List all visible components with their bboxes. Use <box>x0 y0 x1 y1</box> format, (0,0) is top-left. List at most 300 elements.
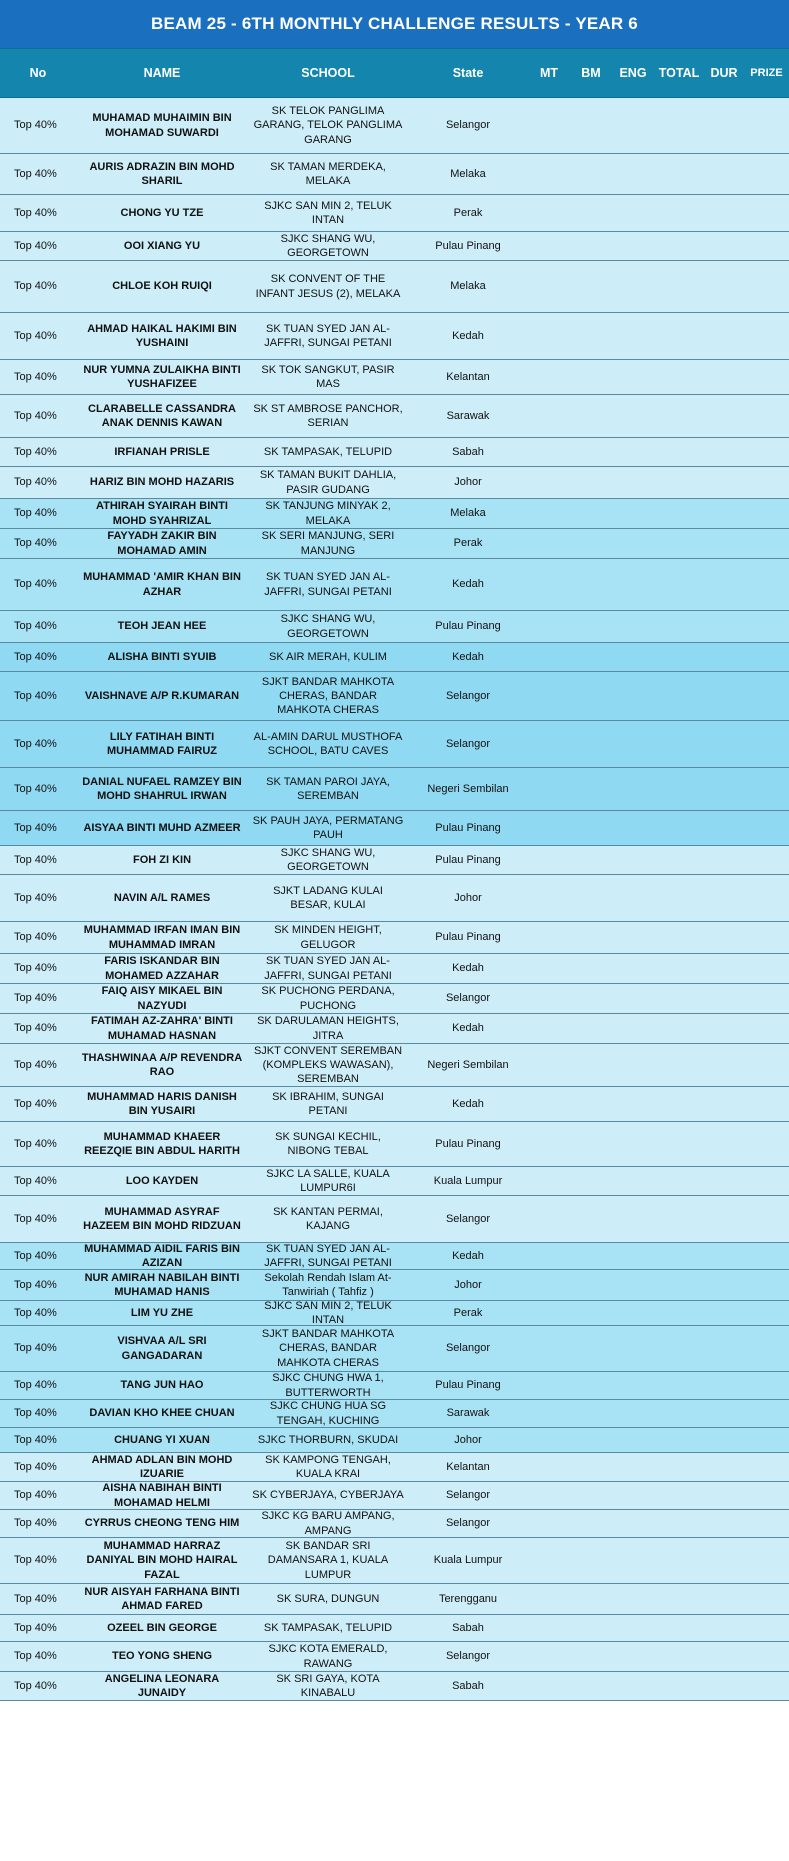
cell-mt <box>528 499 570 528</box>
cell-mt <box>528 768 570 810</box>
table-row <box>0 261 789 313</box>
cell-name: TEO YONG SHENG <box>111 1650 213 1663</box>
cell-dur <box>704 1243 744 1269</box>
cell-name: NUR AISYAH FARHANA BINTI AHMAD FARED <box>84 1585 240 1612</box>
table-row <box>0 1372 789 1400</box>
cell-no: Top 40% <box>14 1379 57 1392</box>
table-row <box>0 768 789 811</box>
cell-state: Selangor <box>445 1212 491 1225</box>
cell-bm <box>570 232 612 260</box>
cell-dur <box>704 1453 744 1481</box>
cell-mt <box>528 811 570 845</box>
cell-no: Top 40% <box>14 1460 57 1473</box>
cell-eng <box>612 499 654 528</box>
cell-mt <box>528 672 570 720</box>
cell-dur <box>704 811 744 845</box>
cell-bm <box>570 768 612 810</box>
cell-bm <box>570 672 612 720</box>
cell-name: AHMAD ADLAN BIN MOHD IZUARIE <box>91 1453 233 1480</box>
cell-no: Top 40% <box>14 1342 57 1355</box>
table-row <box>0 1122 789 1167</box>
cell-bm <box>570 154 612 194</box>
cell-school: SK CYBERJAYA, CYBERJAYA <box>252 1489 404 1502</box>
cell-eng <box>612 395 654 437</box>
cell-bm <box>570 313 612 359</box>
cell-school: SK TUAN SYED JAN AL-JAFFRI, SUNGAI PETANI <box>264 322 392 349</box>
cell-prize <box>744 1615 789 1641</box>
cell-total <box>654 395 704 437</box>
cell-total <box>654 1482 704 1509</box>
cell-eng <box>612 195 654 231</box>
cell-name: LOO KAYDEN <box>125 1174 199 1187</box>
cell-dur <box>704 1615 744 1641</box>
cell-total <box>654 98 704 153</box>
cell-name: OOI XIANG YU <box>123 239 201 252</box>
cell-total <box>654 1044 704 1086</box>
cell-school: SJKC KG BARU AMPANG, AMPANG <box>261 1510 395 1537</box>
cell-no: Top 40% <box>14 1489 57 1502</box>
cell-total <box>654 232 704 260</box>
cell-prize <box>744 1044 789 1086</box>
cell-prize <box>744 1538 789 1583</box>
cell-name: FATIMAH AZ-ZAHRA' BINTI MUHAMAD HASNAN <box>91 1015 233 1042</box>
cell-dur <box>704 261 744 312</box>
cell-no: Top 40% <box>14 782 57 795</box>
cell-mt <box>528 1510 570 1537</box>
cell-eng <box>612 643 654 671</box>
cell-total <box>654 721 704 767</box>
cell-total <box>654 559 704 610</box>
cell-state: Terengganu <box>438 1592 498 1605</box>
cell-mt <box>528 1428 570 1452</box>
cell-dur <box>704 611 744 642</box>
cell-bm <box>570 1301 612 1325</box>
cell-prize <box>744 768 789 810</box>
cell-dur <box>704 1372 744 1399</box>
cell-total <box>654 154 704 194</box>
cell-no: Top 40% <box>14 206 57 219</box>
cell-state: Sabah <box>452 1621 484 1634</box>
cell-name: DANIAL NUFAEL RAMZEY BIN MOHD SHAHRUL IRWAN <box>82 775 242 802</box>
cell-bm <box>570 529 612 558</box>
cell-prize <box>744 559 789 610</box>
cell-total <box>654 643 704 671</box>
cell-state: Selangor <box>445 1489 491 1502</box>
cell-prize <box>744 1672 789 1700</box>
cell-prize <box>744 1510 789 1537</box>
cell-dur <box>704 154 744 194</box>
table-row <box>0 1428 789 1453</box>
cell-prize <box>744 1270 789 1300</box>
cell-no: Top 40% <box>14 1592 57 1605</box>
cell-total <box>654 1167 704 1195</box>
cell-dur <box>704 395 744 437</box>
cell-name: LIM YU ZHE <box>130 1306 194 1319</box>
cell-prize <box>744 1196 789 1242</box>
cell-school: SK TAMAN PAROI JAYA, SEREMBAN <box>266 775 390 802</box>
cell-mt <box>528 1482 570 1509</box>
cell-dur <box>704 232 744 260</box>
cell-state: Negeri Sembilan <box>427 782 509 795</box>
cell-total <box>654 1014 704 1043</box>
cell-eng <box>612 1615 654 1641</box>
cell-prize <box>744 1014 789 1043</box>
cell-dur <box>704 1326 744 1371</box>
table-row <box>0 467 789 499</box>
cell-dur <box>704 360 744 394</box>
cell-total <box>654 1428 704 1452</box>
cell-total <box>654 984 704 1013</box>
cell-state: Sabah <box>452 445 484 458</box>
cell-no: Top 40% <box>14 1517 57 1530</box>
cell-state: Selangor <box>445 1650 491 1663</box>
cell-no: Top 40% <box>14 737 57 750</box>
cell-eng <box>612 1167 654 1195</box>
table-row <box>0 1243 789 1270</box>
cell-total <box>654 768 704 810</box>
cell-no: Top 40% <box>14 992 57 1005</box>
table-row <box>0 1014 789 1044</box>
cell-mt <box>528 1615 570 1641</box>
cell-school: SK KANTAN PERMAI, KAJANG <box>273 1205 383 1232</box>
cell-eng <box>612 1372 654 1399</box>
cell-bm <box>570 360 612 394</box>
cell-prize <box>744 811 789 845</box>
cell-prize <box>744 98 789 153</box>
cell-no: Top 40% <box>14 821 57 834</box>
cell-school: SJKC SHANG WU, GEORGETOWN <box>280 613 376 640</box>
cell-eng <box>612 672 654 720</box>
table-row <box>0 232 789 261</box>
cell-mt <box>528 922 570 953</box>
cell-bm <box>570 1584 612 1614</box>
cell-mt <box>528 954 570 983</box>
cell-mt <box>528 1270 570 1300</box>
cell-no: Top 40% <box>14 620 57 633</box>
cell-school: SK TELOK PANGLIMA GARANG, TELOK PANGLIMA GARANG <box>253 105 403 146</box>
cell-bm <box>570 1672 612 1700</box>
cell-state: Selangor <box>445 119 491 132</box>
cell-state: Johor <box>454 1278 482 1291</box>
cell-state: Pulau Pinang <box>435 1379 501 1392</box>
cell-no: Top 40% <box>14 1249 57 1262</box>
cell-state: Melaka <box>450 280 486 293</box>
cell-total <box>654 467 704 498</box>
cell-school: SK BANDAR SRI DAMANSARA 1, KUALA LUMPUR <box>267 1540 389 1581</box>
cell-eng <box>612 467 654 498</box>
cell-name: FAIQ AISY MIKAEL BIN NAZYUDI <box>101 985 223 1012</box>
cell-name: TEOH JEAN HEE <box>117 620 207 633</box>
cell-eng <box>612 154 654 194</box>
cell-prize <box>744 1326 789 1371</box>
cell-prize <box>744 395 789 437</box>
table-header <box>0 48 789 98</box>
cell-no: Top 40% <box>14 1137 57 1150</box>
cell-school: SK TANJUNG MINYAK 2, MELAKA <box>265 500 391 527</box>
cell-name: AHMAD HAIKAL HAKIMI BIN YUSHAINI <box>87 322 237 349</box>
cell-name: MUHAMMAD 'AMIR KHAN BIN AZHAR <box>83 571 241 598</box>
cell-mt <box>528 1372 570 1399</box>
cell-prize <box>744 1400 789 1427</box>
cell-no: Top 40% <box>14 537 57 550</box>
cell-dur <box>704 1167 744 1195</box>
cell-state: Pulau Pinang <box>435 620 501 633</box>
cell-mt <box>528 195 570 231</box>
cell-school: SJKC SAN MIN 2, TELUK INTAN <box>264 199 392 226</box>
cell-no: Top 40% <box>14 167 57 180</box>
cell-bm <box>570 1482 612 1509</box>
cell-no: Top 40% <box>14 1212 57 1225</box>
cell-school: SJKC KOTA EMERALD, RAWANG <box>268 1643 388 1670</box>
cell-no: Top 40% <box>14 1679 57 1692</box>
cell-total <box>654 1122 704 1166</box>
cell-mt <box>528 721 570 767</box>
cell-total <box>654 1087 704 1121</box>
cell-eng <box>612 1672 654 1700</box>
cell-eng <box>612 360 654 394</box>
cell-school: SJKC THORBURN, SKUDAI <box>257 1433 399 1446</box>
cell-school: SK TOK SANGKUT, PASIR MAS <box>261 363 395 390</box>
cell-mt <box>528 1326 570 1371</box>
cell-bm <box>570 467 612 498</box>
cell-prize <box>744 1584 789 1614</box>
header-no: No <box>29 66 47 80</box>
cell-bm <box>570 1615 612 1641</box>
table-row <box>0 98 789 154</box>
table-row <box>0 559 789 611</box>
table-row <box>0 154 789 195</box>
cell-eng <box>612 1482 654 1509</box>
cell-no: Top 40% <box>14 370 57 383</box>
cell-dur <box>704 467 744 498</box>
cell-dur <box>704 1538 744 1583</box>
cell-name: CHONG YU TZE <box>120 206 204 219</box>
cell-name: HARIZ BIN MOHD HAZARIS <box>89 476 235 489</box>
cell-bm <box>570 438 612 466</box>
cell-mt <box>528 1453 570 1481</box>
table-row <box>0 1510 789 1538</box>
cell-dur <box>704 98 744 153</box>
table-row <box>0 672 789 721</box>
cell-no: Top 40% <box>14 1278 57 1291</box>
cell-name: MUHAMMAD AIDIL FARIS BIN AZIZAN <box>84 1242 240 1269</box>
cell-total <box>654 360 704 394</box>
cell-school: SK TUAN SYED JAN AL-JAFFRI, SUNGAI PETANI <box>264 1242 392 1269</box>
cell-dur <box>704 922 744 953</box>
cell-prize <box>744 1167 789 1195</box>
cell-no: Top 40% <box>14 1174 57 1187</box>
cell-prize <box>744 1642 789 1671</box>
cell-no: Top 40% <box>14 1650 57 1663</box>
cell-name: LILY FATIHAH BINTI MUHAMMAD FAIRUZ <box>107 730 217 757</box>
cell-bm <box>570 611 612 642</box>
cell-school: SK TAMPASAK, TELUPID <box>263 445 393 458</box>
cell-mt <box>528 643 570 671</box>
cell-school: SK TAMAN BUKIT DAHLIA, PASIR GUDANG <box>259 469 397 496</box>
cell-prize <box>744 467 789 498</box>
cell-state: Sarawak <box>446 1407 490 1420</box>
cell-eng <box>612 922 654 953</box>
cell-school: SK TUAN SYED JAN AL-JAFFRI, SUNGAI PETANI <box>264 571 392 598</box>
cell-eng <box>612 1014 654 1043</box>
cell-state: Kedah <box>452 578 484 591</box>
cell-name: THASHWINAA A/P REVENDRA RAO <box>81 1051 243 1078</box>
cell-dur <box>704 499 744 528</box>
cell-dur <box>704 1510 744 1537</box>
table-row <box>0 499 789 529</box>
cell-bm <box>570 1196 612 1242</box>
cell-name: OZEEL BIN GEORGE <box>107 1621 217 1634</box>
cell-mt <box>528 1196 570 1242</box>
cell-total <box>654 1301 704 1325</box>
cell-name: ALISHA BINTI SYUIB <box>107 650 217 663</box>
cell-state: Kelantan <box>446 370 490 383</box>
cell-dur <box>704 195 744 231</box>
cell-dur <box>704 721 744 767</box>
cell-total <box>654 922 704 953</box>
cell-total <box>654 1642 704 1671</box>
cell-state: Sarawak <box>446 409 490 422</box>
cell-school: SJKC CHUNG HUA SG TENGAH, KUCHING <box>269 1400 387 1427</box>
cell-no: Top 40% <box>14 1306 57 1319</box>
cell-state: Kuala Lumpur <box>433 1554 503 1567</box>
cell-mt <box>528 1672 570 1700</box>
cell-name: CHLOE KOH RUIQI <box>112 280 212 293</box>
cell-state: Kuala Lumpur <box>433 1174 503 1187</box>
cell-state: Johor <box>454 476 482 489</box>
cell-state: Kelantan <box>446 1460 490 1473</box>
cell-eng <box>612 1400 654 1427</box>
cell-eng <box>612 875 654 921</box>
cell-bm <box>570 1538 612 1583</box>
cell-bm <box>570 195 612 231</box>
cell-prize <box>744 954 789 983</box>
cell-state: Johor <box>454 891 482 904</box>
cell-eng <box>612 1196 654 1242</box>
cell-state: Kedah <box>452 1249 484 1262</box>
table-row <box>0 438 789 467</box>
cell-no: Top 40% <box>14 445 57 458</box>
cell-prize <box>744 1122 789 1166</box>
cell-school: AL-AMIN DARUL MUSTHOFA SCHOOL, BATU CAVES <box>253 730 403 757</box>
header-eng: ENG <box>619 66 647 80</box>
cell-name: CYRRUS CHEONG TENG HIM <box>84 1517 240 1530</box>
cell-state: Selangor <box>445 1342 491 1355</box>
cell-bm <box>570 922 612 953</box>
header-prize: PRIZE <box>750 67 783 79</box>
cell-mt <box>528 154 570 194</box>
cell-eng <box>612 721 654 767</box>
cell-eng <box>612 846 654 874</box>
cell-prize <box>744 261 789 312</box>
cell-bm <box>570 559 612 610</box>
cell-state: Pulau Pinang <box>435 239 501 252</box>
cell-name: AISHA NABIHAH BINTI MOHAMAD HELMI <box>102 1482 222 1509</box>
results-table-body <box>0 98 789 1701</box>
table-row <box>0 643 789 672</box>
cell-school: SK SERI MANJUNG, SERI MANJUNG <box>261 530 395 557</box>
cell-school: SK TAMPASAK, TELUPID <box>263 1621 393 1634</box>
cell-no: Top 40% <box>14 1621 57 1634</box>
cell-total <box>654 1400 704 1427</box>
cell-prize <box>744 1428 789 1452</box>
cell-school: SK PAUH JAYA, PERMATANG PAUH <box>252 814 404 841</box>
cell-bm <box>570 1642 612 1671</box>
cell-no: Top 40% <box>14 1554 57 1567</box>
cell-dur <box>704 1672 744 1700</box>
table-row <box>0 1167 789 1196</box>
cell-no: Top 40% <box>14 1058 57 1071</box>
cell-no: Top 40% <box>14 931 57 944</box>
cell-mt <box>528 529 570 558</box>
cell-bm <box>570 1428 612 1452</box>
cell-prize <box>744 984 789 1013</box>
cell-mt <box>528 98 570 153</box>
table-row <box>0 1538 789 1584</box>
cell-school: SK TUAN SYED JAN AL-JAFFRI, SUNGAI PETANI <box>264 955 392 982</box>
cell-total <box>654 1584 704 1614</box>
cell-dur <box>704 1196 744 1242</box>
cell-total <box>654 1538 704 1583</box>
cell-state: Kedah <box>452 329 484 342</box>
table-row <box>0 1672 789 1701</box>
cell-mt <box>528 395 570 437</box>
cell-total <box>654 1326 704 1371</box>
cell-total <box>654 1196 704 1242</box>
cell-bm <box>570 1243 612 1269</box>
cell-total <box>654 1615 704 1641</box>
cell-mt <box>528 467 570 498</box>
table-row <box>0 1270 789 1301</box>
cell-mt <box>528 438 570 466</box>
cell-bm <box>570 1270 612 1300</box>
cell-mt <box>528 313 570 359</box>
table-row <box>0 360 789 395</box>
cell-bm <box>570 721 612 767</box>
table-row <box>0 1044 789 1087</box>
cell-total <box>654 499 704 528</box>
cell-no: Top 40% <box>14 280 57 293</box>
cell-total <box>654 875 704 921</box>
table-row <box>0 1326 789 1372</box>
cell-prize <box>744 1482 789 1509</box>
table-row <box>0 721 789 768</box>
cell-prize <box>744 195 789 231</box>
cell-prize <box>744 1243 789 1269</box>
cell-prize <box>744 922 789 953</box>
cell-eng <box>612 1642 654 1671</box>
cell-eng <box>612 984 654 1013</box>
cell-mt <box>528 846 570 874</box>
cell-bm <box>570 643 612 671</box>
cell-name: IRFIANAH PRISLE <box>114 445 210 458</box>
cell-mt <box>528 1167 570 1195</box>
cell-prize <box>744 438 789 466</box>
cell-prize <box>744 672 789 720</box>
cell-state: Selangor <box>445 1517 491 1530</box>
cell-bm <box>570 846 612 874</box>
cell-mt <box>528 1122 570 1166</box>
cell-name: MUHAMMAD HARRAZ DANIYAL BIN MOHD HAIRAL FAZAL <box>86 1540 238 1581</box>
cell-eng <box>612 611 654 642</box>
cell-eng <box>612 1122 654 1166</box>
cell-name: NAVIN A/L RAMES <box>113 891 211 904</box>
cell-mt <box>528 1014 570 1043</box>
cell-school: SK PUCHONG PERDANA, PUCHONG <box>261 985 395 1012</box>
header-name: NAME <box>143 66 181 80</box>
cell-dur <box>704 559 744 610</box>
table-row <box>0 1087 789 1122</box>
